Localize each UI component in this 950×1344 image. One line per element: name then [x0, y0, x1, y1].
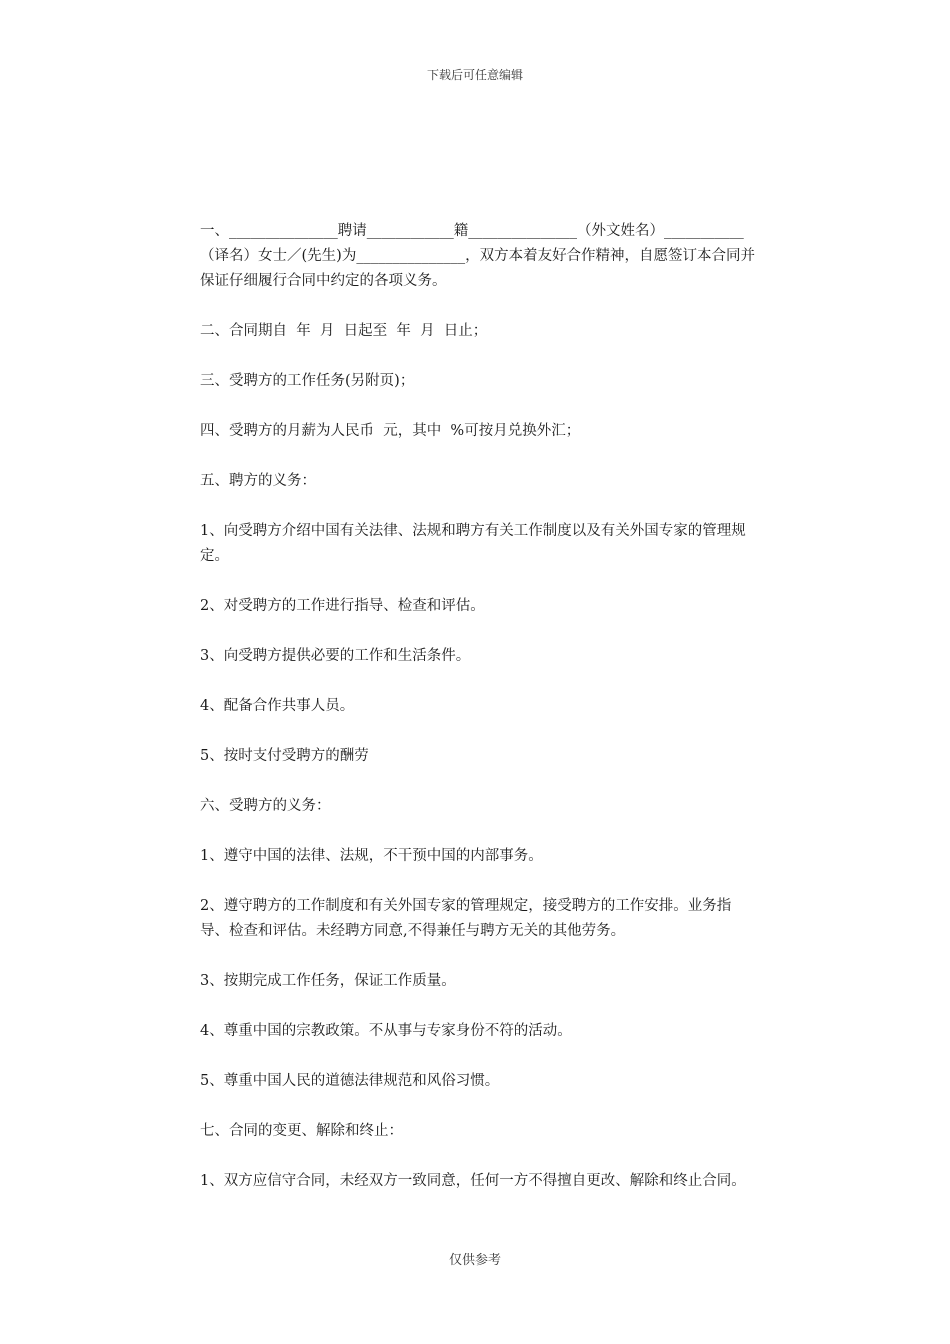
clause-5-item-2: 2、对受聘方的工作进行指导、检查和评估。: [200, 598, 485, 614]
clause-5-item-1: 1、向受聘方介绍中国有关法律、法规和聘方有关工作制度以及有关外国专家的管理规定。: [200, 523, 746, 564]
clause-6-item-2: 2、遵守聘方的工作制度和有关外国专家的管理规定，接受聘方的工作安排。业务指导、检查和评估。未经聘方同意,不得兼任与聘方无关的其他劳务。: [200, 898, 732, 939]
clause-6-item-5: 5、尊重中国人民的道德法律规范和风俗习惯。: [200, 1073, 500, 1089]
clause-6-heading: 六、受聘方的义务：: [200, 798, 331, 814]
page-header: 下载后可任意编辑: [426, 68, 523, 82]
page-footer: 仅供参考: [448, 1253, 501, 1268]
clause-3-work-tasks: 三、受聘方的工作任务(另附页)；: [200, 373, 415, 389]
clause-5-item-4: 4、配备合作共事人员。: [200, 698, 355, 714]
clause-4-salary: 四、受聘方的月薪为人民币 元，其中 %可按月兑换外汇；: [200, 423, 581, 439]
clause-7-heading: 七、合同的变更、解除和终止：: [200, 1123, 403, 1139]
clause-6-item-1: 1、遵守中国的法律、法规，不干预中国的内部事务。: [200, 848, 543, 864]
clause-7-item-1: 1、双方应信守合同，未经双方一致同意，任何一方不得擅自更改、解除和终止合同。: [200, 1173, 746, 1189]
clause-5-heading: 五、聘方的义务：: [200, 473, 316, 489]
document-body: [200, 219, 760, 1219]
clause-2-contract-period: 二、合同期自 年 月 日起至 年 月 日止；: [200, 323, 488, 339]
clause-6-item-4: 4、尊重中国的宗教政策。不从事与专家身份不符的活动。: [200, 1023, 572, 1039]
clause-1-parties: 一、_______________聘请____________籍_______________（外文姓名）___________（译名）女士／(先生)为_______________，双方本着友好合作精神，自愿签订本合同并保证仔细履行合同中约定的各项义务。: [200, 223, 756, 289]
clause-5-item-3: 3、向受聘方提供必要的工作和生活条件。: [200, 648, 471, 664]
clause-6-item-3: 3、按期完成工作任务，保证工作质量。: [200, 973, 456, 989]
clause-5-item-5: 5、按时支付受聘方的酬劳: [200, 748, 369, 764]
